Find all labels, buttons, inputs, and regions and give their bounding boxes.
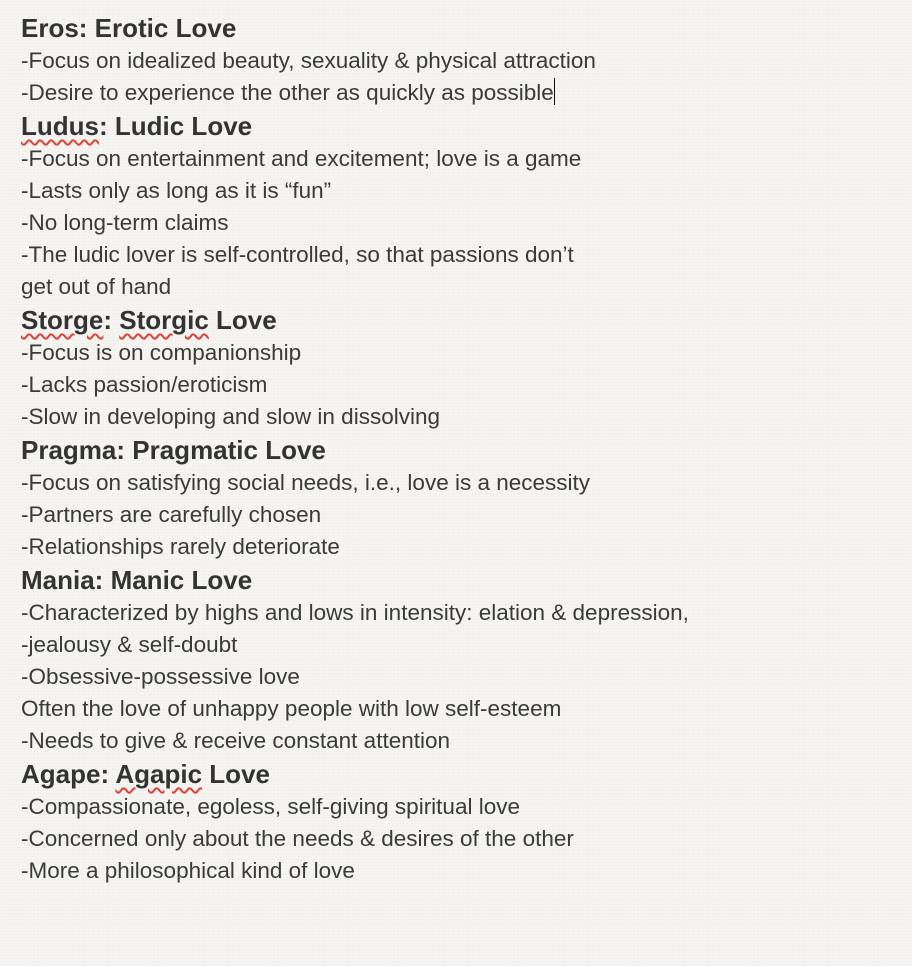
- heading-text: :: [103, 305, 120, 335]
- note-line[interactable]: [21, 239, 901, 271]
- note-line[interactable]: [21, 629, 901, 661]
- misspelled-word: Ludus: [21, 111, 99, 141]
- note-section: [21, 303, 901, 433]
- note-line-text: -Characterized by highs and lows in intensity: elation & depression,: [21, 600, 689, 625]
- note-line-text: -Needs to give & receive constant attention: [21, 728, 450, 753]
- note-line[interactable]: [21, 467, 901, 499]
- note-line[interactable]: [21, 175, 901, 207]
- misspelled-word: Storge: [21, 305, 104, 335]
- note-line-text: -More a philosophical kind of love: [21, 858, 355, 883]
- note-section: [21, 433, 901, 563]
- note-line[interactable]: [21, 661, 901, 693]
- heading-text: Eros: Erotic Love: [21, 13, 237, 43]
- note-line[interactable]: [21, 401, 901, 433]
- note-line-text: -Partners are carefully chosen: [21, 502, 322, 527]
- note-body[interactable]: [21, 11, 901, 887]
- note-line-text: -Obsessive-possessive love: [21, 664, 300, 689]
- heading-text: Love: [202, 759, 270, 789]
- note-line-text: Often the love of unhappy people with low self-esteem: [21, 696, 562, 721]
- note-section: [21, 563, 901, 757]
- note-line[interactable]: [21, 791, 901, 823]
- note-section: [21, 11, 901, 109]
- section-heading[interactable]: [21, 757, 901, 791]
- section-heading[interactable]: [21, 109, 901, 143]
- note-line-text: get out of hand: [21, 274, 172, 299]
- heading-text: Pragma: Pragmatic Love: [21, 435, 326, 465]
- note-line-text: -Focus is on companionship: [21, 340, 302, 365]
- note-section: [21, 757, 901, 887]
- note-line-text: -Focus on entertainment and excitement; love is a game: [21, 146, 582, 171]
- note-line[interactable]: [21, 143, 901, 175]
- note-line[interactable]: [21, 369, 901, 401]
- note-line[interactable]: [21, 531, 901, 563]
- note-line[interactable]: [21, 855, 901, 887]
- note-line-text: -Desire to experience the other as quickly as possible: [21, 80, 554, 105]
- note-line-text: -Lacks passion/eroticism: [21, 372, 268, 397]
- section-heading[interactable]: [21, 11, 901, 45]
- section-heading[interactable]: [21, 563, 901, 597]
- heading-text: Love: [208, 305, 277, 335]
- note-line-text: -The ludic lover is self-controlled, so that passions don’t: [21, 242, 574, 267]
- note-line[interactable]: [21, 207, 901, 239]
- note-line-text: -Slow in developing and slow in dissolving: [21, 404, 440, 429]
- note-line-text: -Lasts only as long as it is “fun”: [21, 178, 332, 203]
- note-line-text: -No long-term claims: [21, 210, 229, 235]
- note-line-text: -Compassionate, egoless, self-giving spiritual love: [21, 794, 520, 819]
- section-heading[interactable]: [21, 433, 901, 467]
- heading-text: Mania: Manic Love: [21, 565, 253, 595]
- note-line[interactable]: [21, 499, 901, 531]
- note-line-text: -jealousy & self-doubt: [21, 632, 238, 657]
- note-line-text: -Focus on satisfying social needs, i.e., love is a necessity: [21, 470, 591, 495]
- heading-text: : Ludic Love: [99, 111, 253, 141]
- note-line[interactable]: [21, 77, 901, 109]
- misspelled-word: Agapic: [115, 759, 203, 789]
- note-section: [21, 109, 901, 303]
- note-line[interactable]: [21, 597, 901, 629]
- note-line[interactable]: [21, 693, 901, 725]
- heading-text: Agape:: [21, 759, 116, 789]
- text-cursor: [554, 78, 556, 105]
- note-line[interactable]: [21, 725, 901, 757]
- section-heading[interactable]: [21, 303, 901, 337]
- note-line-text: -Focus on idealized beauty, sexuality & physical attraction: [21, 48, 596, 73]
- note-line-text: -Relationships rarely deteriorate: [21, 534, 340, 559]
- note-line-text: -Concerned only about the needs & desires of the other: [21, 826, 574, 851]
- note-line[interactable]: [21, 271, 901, 303]
- note-line[interactable]: [21, 337, 901, 369]
- note-line[interactable]: [21, 823, 901, 855]
- note-line[interactable]: [21, 45, 901, 77]
- misspelled-word: Storgic: [119, 305, 209, 335]
